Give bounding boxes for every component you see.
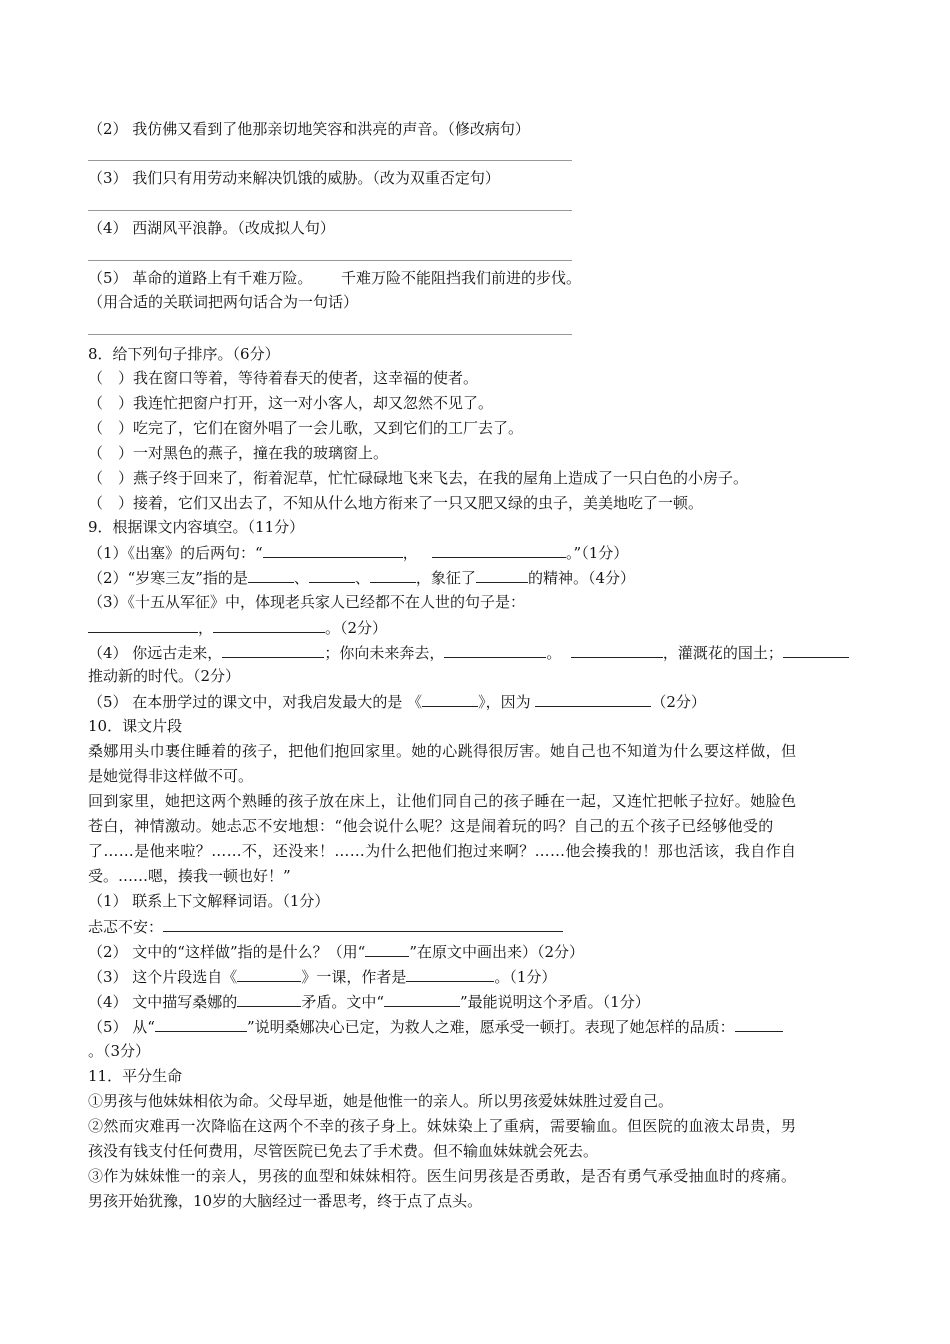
q9-4-line-2: 推动新的时代。（2分） bbox=[88, 667, 241, 685]
q7-4-answer-line[interactable] bbox=[88, 260, 572, 261]
q9-2-blank-3[interactable] bbox=[370, 567, 416, 583]
q9-4-line bbox=[88, 642, 849, 663]
q9-2-sep-1: 、 bbox=[293, 569, 309, 587]
q10-1-answer bbox=[88, 916, 563, 937]
q10-5-b: ”说明桑娜决心已定，为救人之难，愿承受一顿打。表现了她怎样的品质： bbox=[246, 1018, 735, 1036]
q9-2-line bbox=[88, 567, 635, 588]
q9-1-blank-1[interactable] bbox=[263, 542, 403, 558]
q10-3-blank-1[interactable] bbox=[237, 966, 301, 982]
q9-3-blank-2[interactable] bbox=[213, 617, 325, 633]
q9-3-suffix: 。（2分） bbox=[325, 619, 388, 637]
q8-title: 8．给下列句子排序。（6分） bbox=[88, 345, 280, 363]
q9-5-line bbox=[88, 691, 706, 712]
q7-3-text: （3） 我们只有用劳动来解决饥饿的威胁。（改为双重否定句） bbox=[88, 169, 500, 187]
q11-paragraph-3-line-2: 男孩开始犹豫，10岁的大脑经过一番思考，终于点了点头。 bbox=[88, 1192, 483, 1210]
q7-5-sentence-b: 千难万险不能阻挡我们前进的步伐。 bbox=[340, 269, 581, 287]
q10-passage-line-3: 回到家里，她把这两个熟睡的孩子放在床上，让他们同自己的孩子睡在一起，又连忙把帐子拉好。她脸色 bbox=[88, 792, 797, 810]
q10-1-blank[interactable] bbox=[163, 916, 563, 932]
q10-3-line bbox=[88, 966, 556, 987]
q9-4-c: 。 bbox=[546, 644, 562, 662]
q8-item-1[interactable]: （ ）我在窗口等着，等待着春天的使者，这幸福的使者。 bbox=[88, 369, 479, 387]
q10-passage-line-1: 桑娜用头巾裹住睡着的孩子，把他们抱回家里。她的心跳得很厉害。她自己也不知道为什么要这样做，但 bbox=[88, 742, 797, 760]
q10-3-b: 》一课，作者是 bbox=[301, 968, 407, 986]
q10-title: 10．课文片段 bbox=[88, 717, 183, 735]
q9-5-a: （5） 在本册学过的课文中，对我启发最大的是 《 bbox=[88, 693, 423, 711]
q9-1-comma: ， bbox=[402, 544, 418, 562]
q10-5-blank-2[interactable] bbox=[735, 1016, 783, 1032]
q10-passage-line-6: 受。……嗯，揍我一顿也好！” bbox=[88, 867, 291, 885]
q9-5-blank-2[interactable] bbox=[535, 691, 651, 707]
q9-title: 9．根据课文内容填空。（11分） bbox=[88, 518, 305, 536]
q11-title: 11．平分生命 bbox=[88, 1067, 183, 1085]
q8-item-4[interactable]: （ ）一对黑色的燕子，撞在我的玻璃窗上。 bbox=[88, 444, 389, 462]
q10-5-a: （5） 从“ bbox=[88, 1018, 155, 1036]
q10-3-blank-2[interactable] bbox=[406, 966, 494, 982]
q7-5-answer-line[interactable] bbox=[88, 334, 572, 335]
q8-item-3[interactable]: （ ）吃完了，它们在窗外唱了一会儿歌，又到它们的工厂去了。 bbox=[88, 419, 524, 437]
q10-5-line-2: 。（3分） bbox=[88, 1042, 151, 1060]
q11-paragraph-2-line-1: ②然而灾难再一次降临在这两个不幸的孩子身上。妹妹染上了重病，需要输血。但医院的血液太昂贵，男 bbox=[88, 1117, 797, 1135]
q10-1-text: （1） 联系上下文解释词语。（1分） bbox=[88, 892, 330, 910]
q7-5-line bbox=[88, 268, 581, 288]
q9-2-sep-2: 、 bbox=[354, 569, 370, 587]
q7-2-text: （2） 我仿佛又看到了他那亲切地笑容和洪亮的声音。（修改病句） bbox=[88, 120, 530, 138]
q10-5-blank-1[interactable] bbox=[155, 1016, 247, 1032]
q9-4-a: （4） 你远古走来， bbox=[88, 644, 223, 662]
q9-2-prefix: （2）“岁寒三友”指的是 bbox=[88, 569, 248, 587]
q9-2-suffix: 的精神。（4分） bbox=[527, 569, 635, 587]
q10-4-blank-2[interactable] bbox=[384, 991, 460, 1007]
q10-2-blank[interactable] bbox=[365, 941, 409, 957]
q9-1-suffix: 。”（1分） bbox=[566, 544, 629, 562]
q9-1-line bbox=[88, 542, 628, 563]
q7-3-answer-line[interactable] bbox=[88, 210, 572, 211]
q11-paragraph-1: ①男孩与他妹妹相依为命。父母早逝，她是他惟一的亲人。所以男孩爱妹妹胜过爱自己。 bbox=[88, 1092, 674, 1110]
q9-4-d: ，灌溉花的国土； bbox=[662, 644, 783, 662]
q8-item-6[interactable]: （ ）接着，它们又出去了，不知从什么地方衔来了一只又肥又绿的虫子，美美地吃了一顿。 bbox=[88, 494, 704, 512]
q9-4-blank-1[interactable] bbox=[222, 642, 324, 658]
q10-4-blank-1[interactable] bbox=[237, 991, 301, 1007]
q10-5-line bbox=[88, 1016, 783, 1037]
q10-4-line bbox=[88, 991, 650, 1012]
q10-4-a: （4） 文中描写桑娜的 bbox=[88, 993, 238, 1011]
q9-4-blank-4[interactable] bbox=[783, 642, 849, 658]
q9-1-blank-2[interactable] bbox=[432, 542, 566, 558]
q10-2-a: （2） 文中的“这样做”指的是什么？（用“ bbox=[88, 943, 366, 961]
q8-item-2[interactable]: （ ）我连忙把窗户打开，这一对小客人，却又忽然不见了。 bbox=[88, 394, 494, 412]
q9-5-c: （2分） bbox=[651, 693, 706, 711]
q10-4-c: ”最能说明这个矛盾。（1分） bbox=[459, 993, 650, 1011]
q9-3-comma: ， bbox=[198, 619, 214, 637]
q10-4-b: 矛盾。文中“ bbox=[301, 993, 384, 1011]
q9-3-blank-1[interactable] bbox=[88, 617, 198, 633]
q9-4-blank-3[interactable] bbox=[571, 642, 663, 658]
q9-2-blank-2[interactable] bbox=[309, 567, 355, 583]
q10-1-word: 忐忑不安： bbox=[88, 918, 164, 936]
q7-5-instruction: （用合适的关联词把两句话合为一句话） bbox=[88, 293, 359, 311]
q10-3-a: （3） 这个片段选自《 bbox=[88, 968, 238, 986]
q7-5-sentence-a: （5） 革命的道路上有千难万险。 bbox=[88, 269, 313, 287]
q9-3-answer bbox=[88, 617, 387, 638]
q9-5-blank-1[interactable] bbox=[422, 691, 478, 707]
q10-2-b: ”在原文中画出来）（2分） bbox=[409, 943, 585, 961]
q11-paragraph-3-line-1: ③作为妹妹惟一的亲人，男孩的血型和妹妹相符。医生问男孩是否勇敢，是否有勇气承受抽血时的疼痛。 bbox=[88, 1167, 797, 1185]
q9-5-b: 》，因为 bbox=[478, 693, 531, 711]
q9-4-blank-2[interactable] bbox=[444, 642, 546, 658]
q8-item-5[interactable]: （ ）燕子终于回来了，衔着泥草，忙忙碌碌地飞来飞去，在我的屋角上造成了一只白色的小房子。 bbox=[88, 469, 749, 487]
q10-passage-line-4: 苍白，神情激动。她忐忑不安地想：“他会说什么呢？这是闹着玩的吗？自己的五个孩子已经够他受的 bbox=[88, 817, 774, 835]
q9-4-b: ；你向未来奔去， bbox=[324, 644, 445, 662]
q9-1-prefix: （1）《出塞》的后两句：“ bbox=[88, 544, 263, 562]
q9-2-mid: ，象征了 bbox=[415, 569, 476, 587]
q11-paragraph-2-line-2: 孩没有钱支付任何费用，尽管医院已免去了手术费。但不输血妹妹就会死去。 bbox=[88, 1142, 599, 1160]
q7-4-text: （4） 西湖风平浪静。（改成拟人句） bbox=[88, 219, 335, 237]
q10-2-line bbox=[88, 941, 584, 962]
q7-2-answer-line[interactable] bbox=[88, 160, 572, 161]
q9-3-text: （3）《十五从军征》中，体现老兵家人已经都不在人世的句子是： bbox=[88, 593, 526, 611]
q10-passage-line-2: 是她觉得非这样做不可。 bbox=[88, 767, 254, 785]
q10-passage-line-5: 了……是他来啦？……不，还没来！……为什么把他们抱过来啊？……他会揍我的！那也活该，我自作自 bbox=[88, 842, 797, 860]
q9-2-blank-1[interactable] bbox=[248, 567, 294, 583]
q9-2-blank-4[interactable] bbox=[476, 567, 528, 583]
q10-3-c: 。（1分） bbox=[494, 968, 557, 986]
